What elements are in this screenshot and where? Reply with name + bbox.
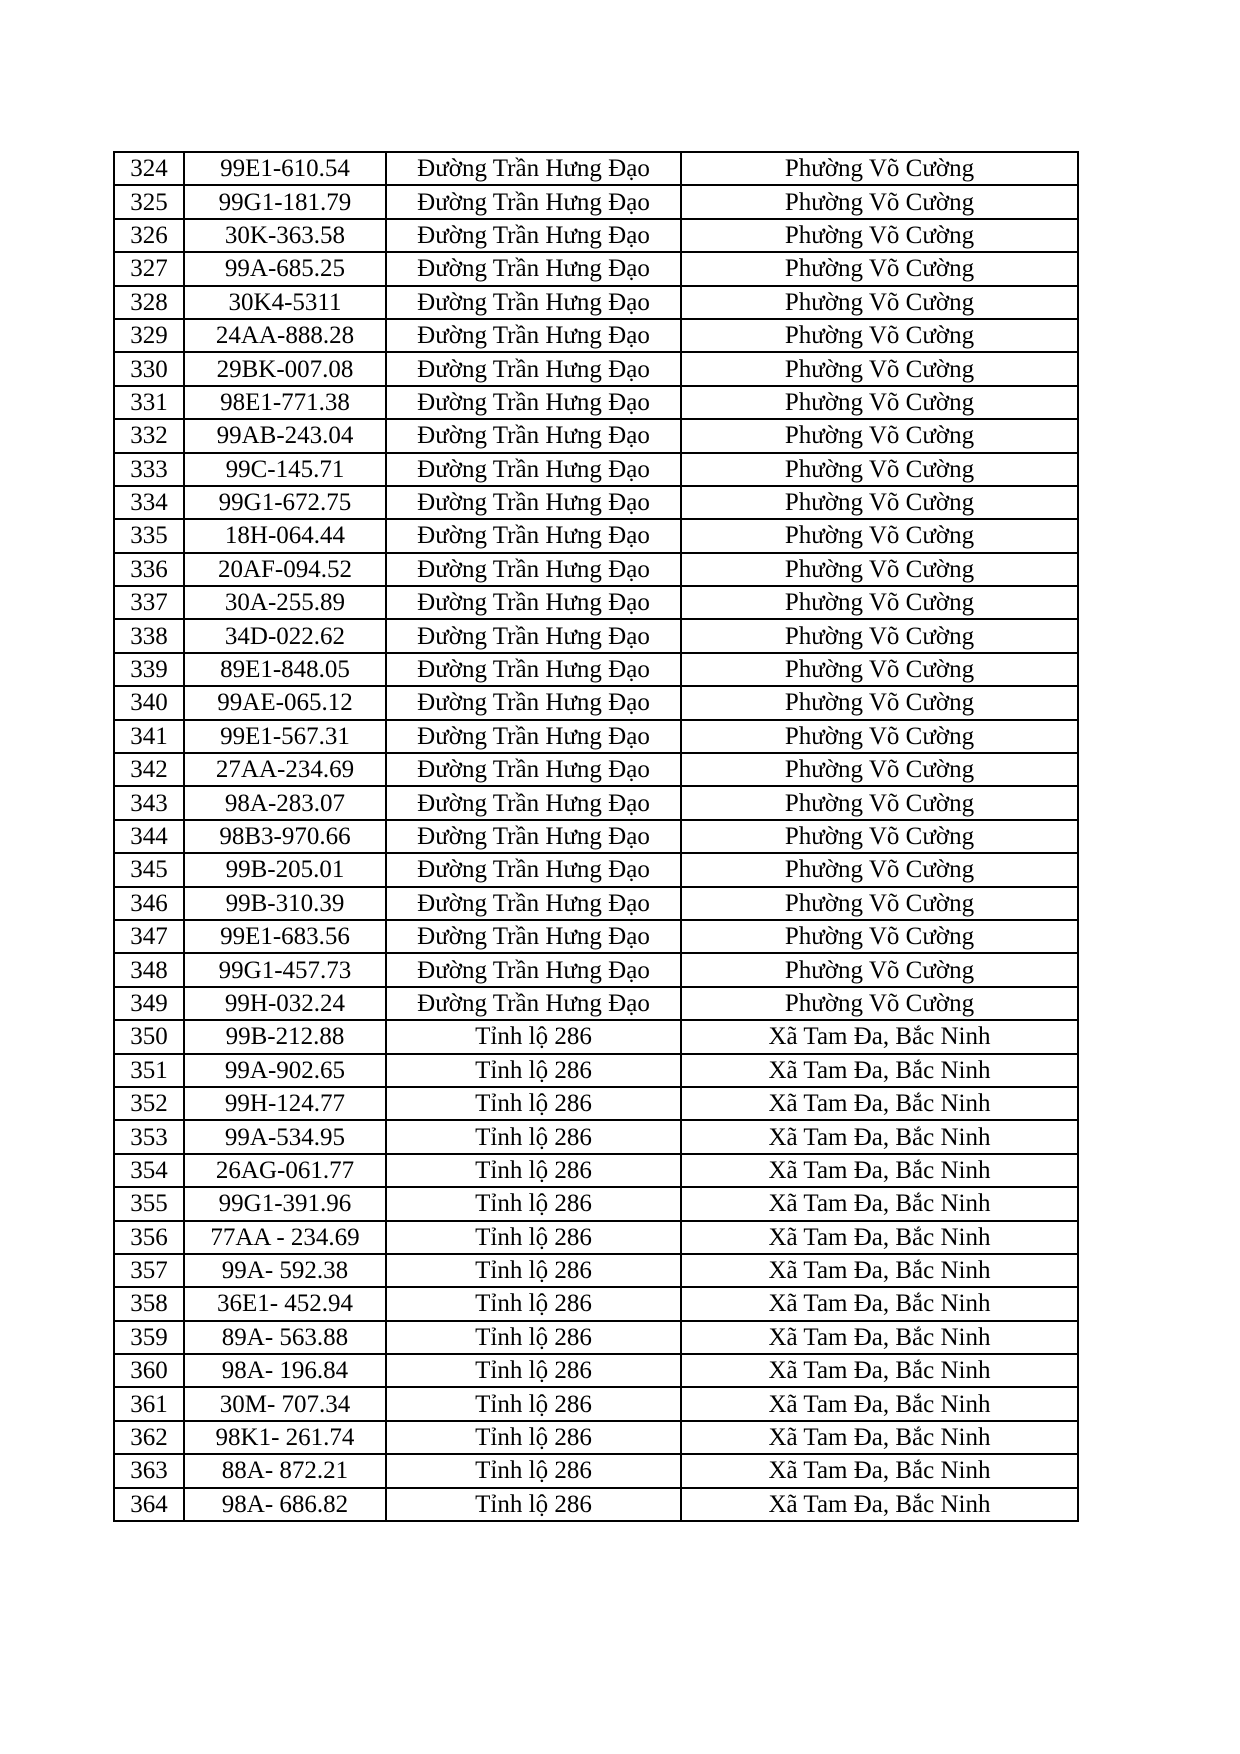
table-row (114, 1221, 1078, 1254)
license-plate-cell: 89A- 563.88 (184, 1321, 386, 1354)
ward-cell: Xã Tam Đa, Bắc Ninh (681, 1221, 1078, 1254)
table-row (114, 619, 1078, 652)
row-number-cell: 335 (114, 519, 184, 552)
table-row (114, 252, 1078, 285)
ward-cell: Phường Võ Cường (681, 720, 1078, 753)
row-number-cell: 340 (114, 686, 184, 719)
ward-cell: Phường Võ Cường (681, 519, 1078, 552)
row-number-cell: 346 (114, 887, 184, 920)
ward-cell: Phường Võ Cường (681, 553, 1078, 586)
row-number-cell: 361 (114, 1387, 184, 1420)
row-number-cell: 351 (114, 1054, 184, 1087)
license-plate-cell: 30M- 707.34 (184, 1387, 386, 1420)
table-row (114, 152, 1078, 185)
license-plate-cell: 99G1-457.73 (184, 953, 386, 986)
table-row (114, 720, 1078, 753)
row-number-cell: 359 (114, 1321, 184, 1354)
row-number-cell: 345 (114, 853, 184, 886)
table-row (114, 887, 1078, 920)
road-cell: Đường Trần Hưng Đạo (386, 720, 681, 753)
road-cell: Tỉnh lộ 286 (386, 1387, 681, 1420)
table-row (114, 920, 1078, 953)
license-plate-cell: 99E1-567.31 (184, 720, 386, 753)
road-cell: Tỉnh lộ 286 (386, 1087, 681, 1120)
table-row (114, 386, 1078, 419)
license-plate-cell: 99G1-181.79 (184, 185, 386, 218)
license-plate-cell: 99A-902.65 (184, 1054, 386, 1087)
row-number-cell: 353 (114, 1120, 184, 1153)
road-cell: Đường Trần Hưng Đạo (386, 152, 681, 185)
row-number-cell: 360 (114, 1354, 184, 1387)
road-cell: Tỉnh lộ 286 (386, 1154, 681, 1187)
license-plate-cell: 98E1-771.38 (184, 386, 386, 419)
road-cell: Đường Trần Hưng Đạo (386, 887, 681, 920)
road-cell: Đường Trần Hưng Đạo (386, 653, 681, 686)
ward-cell: Phường Võ Cường (681, 453, 1078, 486)
license-plate-cell: 20AF-094.52 (184, 553, 386, 586)
row-number-cell: 334 (114, 486, 184, 519)
license-plate-cell: 99H-124.77 (184, 1087, 386, 1120)
ward-cell: Phường Võ Cường (681, 586, 1078, 619)
license-plate-cell: 99G1-391.96 (184, 1187, 386, 1220)
road-cell: Tỉnh lộ 286 (386, 1254, 681, 1287)
road-cell: Đường Trần Hưng Đạo (386, 319, 681, 352)
license-plate-cell: 98B3-970.66 (184, 820, 386, 853)
violations-table (113, 151, 1079, 1522)
license-plate-cell: 99B-310.39 (184, 887, 386, 920)
table-row (114, 1421, 1078, 1454)
table-row (114, 686, 1078, 719)
license-plate-cell: 99H-032.24 (184, 987, 386, 1020)
ward-cell: Xã Tam Đa, Bắc Ninh (681, 1054, 1078, 1087)
road-cell: Tỉnh lộ 286 (386, 1454, 681, 1487)
row-number-cell: 357 (114, 1254, 184, 1287)
ward-cell: Phường Võ Cường (681, 419, 1078, 452)
table-row (114, 1087, 1078, 1120)
road-cell: Đường Trần Hưng Đạo (386, 586, 681, 619)
road-cell: Tỉnh lộ 286 (386, 1187, 681, 1220)
row-number-cell: 358 (114, 1287, 184, 1320)
road-cell: Tỉnh lộ 286 (386, 1054, 681, 1087)
table-row (114, 953, 1078, 986)
ward-cell: Phường Võ Cường (681, 953, 1078, 986)
table-row (114, 1020, 1078, 1053)
ward-cell: Phường Võ Cường (681, 352, 1078, 385)
road-cell: Đường Trần Hưng Đạo (386, 619, 681, 652)
table-row (114, 519, 1078, 552)
road-cell: Đường Trần Hưng Đạo (386, 820, 681, 853)
table-row (114, 653, 1078, 686)
ward-cell: Phường Võ Cường (681, 653, 1078, 686)
table-row (114, 1321, 1078, 1354)
license-plate-cell: 99AB-243.04 (184, 419, 386, 452)
ward-cell: Xã Tam Đa, Bắc Ninh (681, 1454, 1078, 1487)
ward-cell: Xã Tam Đa, Bắc Ninh (681, 1321, 1078, 1354)
license-plate-cell: 99B-205.01 (184, 853, 386, 886)
license-plate-cell: 24AA-888.28 (184, 319, 386, 352)
road-cell: Đường Trần Hưng Đạo (386, 519, 681, 552)
license-plate-cell: 18H-064.44 (184, 519, 386, 552)
license-plate-cell: 99AE-065.12 (184, 686, 386, 719)
ward-cell: Phường Võ Cường (681, 185, 1078, 218)
row-number-cell: 348 (114, 953, 184, 986)
road-cell: Tỉnh lộ 286 (386, 1488, 681, 1521)
road-cell: Đường Trần Hưng Đạo (386, 920, 681, 953)
ward-cell: Xã Tam Đa, Bắc Ninh (681, 1421, 1078, 1454)
road-cell: Đường Trần Hưng Đạo (386, 486, 681, 519)
ward-cell: Phường Võ Cường (681, 286, 1078, 319)
table-row (114, 1287, 1078, 1320)
row-number-cell: 356 (114, 1221, 184, 1254)
row-number-cell: 347 (114, 920, 184, 953)
road-cell: Đường Trần Hưng Đạo (386, 352, 681, 385)
ward-cell: Phường Võ Cường (681, 987, 1078, 1020)
license-plate-cell: 30A-255.89 (184, 586, 386, 619)
table-row (114, 486, 1078, 519)
table-row (114, 586, 1078, 619)
license-plate-cell: 98A-283.07 (184, 786, 386, 819)
row-number-cell: 350 (114, 1020, 184, 1053)
ward-cell: Xã Tam Đa, Bắc Ninh (681, 1154, 1078, 1187)
table-row (114, 1387, 1078, 1420)
ward-cell: Phường Võ Cường (681, 486, 1078, 519)
license-plate-cell: 99G1-672.75 (184, 486, 386, 519)
row-number-cell: 325 (114, 185, 184, 218)
license-plate-cell: 99A-534.95 (184, 1120, 386, 1153)
license-plate-cell: 99A-685.25 (184, 252, 386, 285)
license-plate-cell: 89E1-848.05 (184, 653, 386, 686)
ward-cell: Phường Võ Cường (681, 786, 1078, 819)
license-plate-cell: 98K1- 261.74 (184, 1421, 386, 1454)
row-number-cell: 344 (114, 820, 184, 853)
road-cell: Đường Trần Hưng Đạo (386, 386, 681, 419)
license-plate-cell: 77AA - 234.69 (184, 1221, 386, 1254)
license-plate-cell: 99E1-683.56 (184, 920, 386, 953)
table-row (114, 286, 1078, 319)
road-cell: Đường Trần Hưng Đạo (386, 553, 681, 586)
row-number-cell: 363 (114, 1454, 184, 1487)
road-cell: Đường Trần Hưng Đạo (386, 219, 681, 252)
row-number-cell: 324 (114, 152, 184, 185)
row-number-cell: 362 (114, 1421, 184, 1454)
ward-cell: Phường Võ Cường (681, 753, 1078, 786)
road-cell: Đường Trần Hưng Đạo (386, 185, 681, 218)
ward-cell: Phường Võ Cường (681, 219, 1078, 252)
road-cell: Tỉnh lộ 286 (386, 1020, 681, 1053)
row-number-cell: 341 (114, 720, 184, 753)
table-row (114, 1187, 1078, 1220)
table-row (114, 1120, 1078, 1153)
table-row (114, 1254, 1078, 1287)
road-cell: Tỉnh lộ 286 (386, 1287, 681, 1320)
row-number-cell: 339 (114, 653, 184, 686)
table-row (114, 853, 1078, 886)
table-row (114, 1354, 1078, 1387)
road-cell: Đường Trần Hưng Đạo (386, 953, 681, 986)
ward-cell: Xã Tam Đa, Bắc Ninh (681, 1387, 1078, 1420)
ward-cell: Phường Võ Cường (681, 386, 1078, 419)
row-number-cell: 332 (114, 419, 184, 452)
license-plate-cell: 88A- 872.21 (184, 1454, 386, 1487)
row-number-cell: 338 (114, 619, 184, 652)
road-cell: Tỉnh lộ 286 (386, 1221, 681, 1254)
row-number-cell: 329 (114, 319, 184, 352)
row-number-cell: 330 (114, 352, 184, 385)
table-row (114, 1154, 1078, 1187)
road-cell: Đường Trần Hưng Đạo (386, 419, 681, 452)
table-row (114, 1454, 1078, 1487)
table-row (114, 753, 1078, 786)
road-cell: Đường Trần Hưng Đạo (386, 853, 681, 886)
ward-cell: Xã Tam Đa, Bắc Ninh (681, 1287, 1078, 1320)
road-cell: Đường Trần Hưng Đạo (386, 753, 681, 786)
ward-cell: Xã Tam Đa, Bắc Ninh (681, 1488, 1078, 1521)
table-row (114, 219, 1078, 252)
row-number-cell: 326 (114, 219, 184, 252)
row-number-cell: 333 (114, 453, 184, 486)
ward-cell: Phường Võ Cường (681, 152, 1078, 185)
row-number-cell: 337 (114, 586, 184, 619)
table-body (114, 152, 1078, 1521)
license-plate-cell: 36E1- 452.94 (184, 1287, 386, 1320)
table-row (114, 553, 1078, 586)
table-row (114, 820, 1078, 853)
row-number-cell: 364 (114, 1488, 184, 1521)
license-plate-cell: 99B-212.88 (184, 1020, 386, 1053)
row-number-cell: 342 (114, 753, 184, 786)
row-number-cell: 355 (114, 1187, 184, 1220)
road-cell: Đường Trần Hưng Đạo (386, 786, 681, 819)
license-plate-cell: 27AA-234.69 (184, 753, 386, 786)
ward-cell: Xã Tam Đa, Bắc Ninh (681, 1354, 1078, 1387)
ward-cell: Phường Võ Cường (681, 252, 1078, 285)
ward-cell: Phường Võ Cường (681, 686, 1078, 719)
ward-cell: Phường Võ Cường (681, 619, 1078, 652)
row-number-cell: 349 (114, 987, 184, 1020)
ward-cell: Phường Võ Cường (681, 887, 1078, 920)
row-number-cell: 327 (114, 252, 184, 285)
license-plate-cell: 30K4-5311 (184, 286, 386, 319)
ward-cell: Phường Võ Cường (681, 820, 1078, 853)
license-plate-cell: 98A- 686.82 (184, 1488, 386, 1521)
road-cell: Tỉnh lộ 286 (386, 1120, 681, 1153)
table-row (114, 319, 1078, 352)
road-cell: Tỉnh lộ 286 (386, 1354, 681, 1387)
table-row (114, 419, 1078, 452)
road-cell: Đường Trần Hưng Đạo (386, 987, 681, 1020)
road-cell: Tỉnh lộ 286 (386, 1321, 681, 1354)
ward-cell: Xã Tam Đa, Bắc Ninh (681, 1087, 1078, 1120)
license-plate-cell: 29BK-007.08 (184, 352, 386, 385)
ward-cell: Xã Tam Đa, Bắc Ninh (681, 1020, 1078, 1053)
ward-cell: Xã Tam Đa, Bắc Ninh (681, 1187, 1078, 1220)
ward-cell: Phường Võ Cường (681, 853, 1078, 886)
table-row (114, 352, 1078, 385)
table-row (114, 987, 1078, 1020)
road-cell: Đường Trần Hưng Đạo (386, 453, 681, 486)
road-cell: Đường Trần Hưng Đạo (386, 252, 681, 285)
row-number-cell: 336 (114, 553, 184, 586)
table-row (114, 786, 1078, 819)
ward-cell: Xã Tam Đa, Bắc Ninh (681, 1254, 1078, 1287)
table-row (114, 453, 1078, 486)
license-plate-cell: 99C-145.71 (184, 453, 386, 486)
license-plate-cell: 30K-363.58 (184, 219, 386, 252)
row-number-cell: 354 (114, 1154, 184, 1187)
license-plate-cell: 99A- 592.38 (184, 1254, 386, 1287)
ward-cell: Phường Võ Cường (681, 920, 1078, 953)
row-number-cell: 328 (114, 286, 184, 319)
table-row (114, 1488, 1078, 1521)
ward-cell: Xã Tam Đa, Bắc Ninh (681, 1120, 1078, 1153)
license-plate-cell: 26AG-061.77 (184, 1154, 386, 1187)
license-plate-cell: 99E1-610.54 (184, 152, 386, 185)
license-plate-cell: 34D-022.62 (184, 619, 386, 652)
row-number-cell: 343 (114, 786, 184, 819)
row-number-cell: 352 (114, 1087, 184, 1120)
row-number-cell: 331 (114, 386, 184, 419)
license-plate-cell: 98A- 196.84 (184, 1354, 386, 1387)
road-cell: Đường Trần Hưng Đạo (386, 686, 681, 719)
table-row (114, 1054, 1078, 1087)
table-row (114, 185, 1078, 218)
ward-cell: Phường Võ Cường (681, 319, 1078, 352)
road-cell: Tỉnh lộ 286 (386, 1421, 681, 1454)
road-cell: Đường Trần Hưng Đạo (386, 286, 681, 319)
